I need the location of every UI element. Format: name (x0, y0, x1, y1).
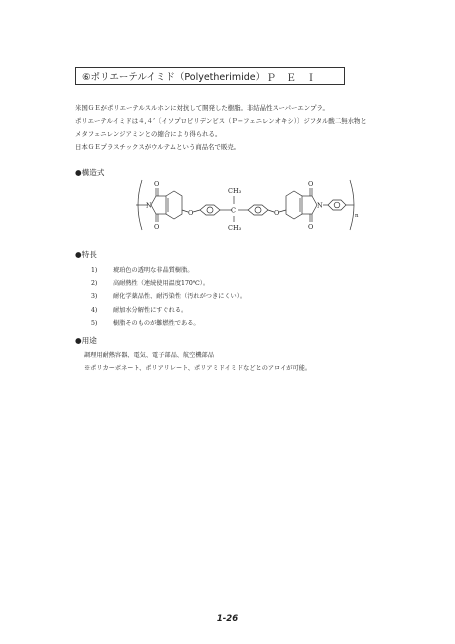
uses-text (84, 349, 311, 375)
intro-line: メタフェニレンジアミンとの縮合により得られる。 (75, 130, 222, 138)
list-item: 1) 琥珀色の透明な非晶質樹脂。 (91, 267, 194, 274)
structure-heading: ●構造式 (75, 168, 105, 177)
intro-line: ポリエーテルイミドは４,４’〔イソプロピリデンビス（Ｐ−フェニレンオキシ）〕ジフタル酸二無水物と (75, 117, 367, 125)
title-abbreviation: ＰＥＩ (266, 72, 326, 84)
oxygen-label: O (308, 223, 314, 231)
uses-line: 調理用耐熱容器、電気、電子部品、航空機部品 (84, 352, 214, 359)
oxygen-label: O (308, 180, 314, 188)
list-item: 2) 高耐熱性（連続使用温度170℃）。 (91, 280, 210, 288)
nitrogen-label-right: N (317, 201, 323, 210)
intro-line: 日本ＧＥプラスチックスがウルテムという商品名で販売。 (75, 143, 241, 151)
structural-formula-drawing (128, 174, 368, 236)
uses-line: ※ポリカーボネート、ポリアリレート、ポリアミドイミドなどとのアロイが可能。 (84, 365, 312, 372)
uses-heading: ●用途 (75, 336, 97, 345)
repeat-unit-subscript: n (355, 213, 359, 219)
page-number: 1-26 (216, 614, 239, 624)
structural-formula (128, 174, 368, 240)
oxygen-label: O (154, 180, 160, 188)
title-box (75, 67, 345, 85)
quaternary-carbon-label: C (231, 206, 236, 215)
oxygen-label: O (154, 223, 160, 231)
ether-oxygen-label: O (188, 209, 194, 217)
page-title: ⑥ポリエーテルイミド（Polyetherimide） (82, 72, 266, 83)
intro-paragraph (75, 102, 367, 154)
list-item: 4) 耐加水分解性にすぐれる。 (91, 306, 188, 314)
methyl-label: CH₃ (228, 187, 242, 195)
list-item: 5) 樹脂そのものが難燃性である。 (91, 319, 200, 327)
list-item: 3) 耐化学薬品性、耐汚染性（汚れがつきにくい）。 (91, 293, 247, 301)
features-heading: ●特長 (75, 250, 97, 259)
ether-oxygen-label: O (274, 209, 280, 217)
intro-line: 米国ＧＥがポリエーテルスルホンに対抗して開発した樹脂。非結晶性スーパーエンプラ。 (75, 104, 329, 112)
nitrogen-label-left: N (146, 201, 152, 210)
methyl-label: CH₃ (228, 224, 242, 232)
features-list (91, 264, 246, 330)
